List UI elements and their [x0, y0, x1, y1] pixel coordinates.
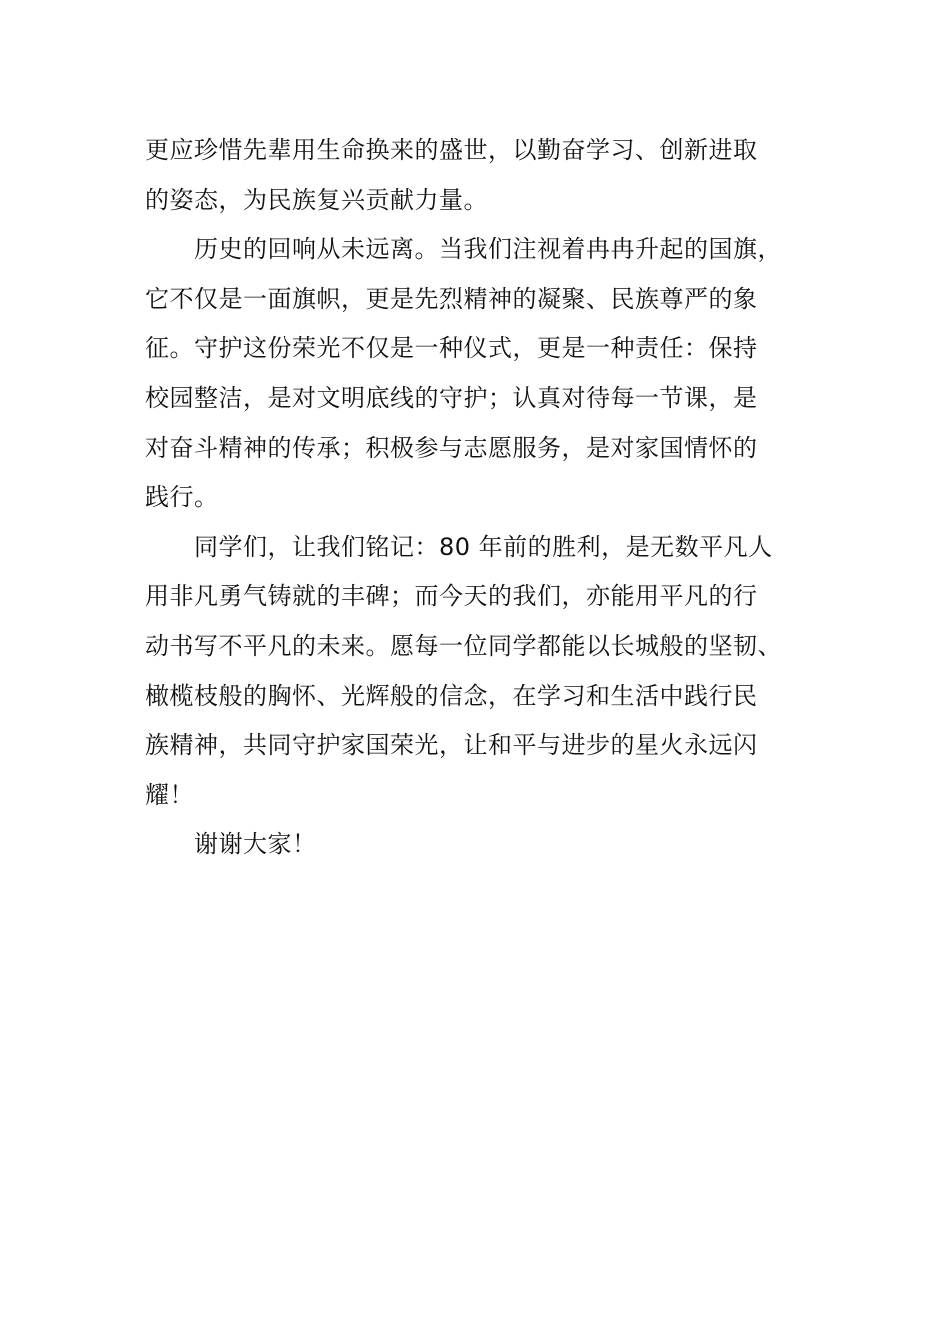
text-line: 践行。 — [145, 483, 219, 512]
text-line: 对奋斗精神的传承；积极参与志愿服务，是对家国情怀的 — [145, 433, 758, 462]
text-line: 动书写不平凡的未来。愿每一位同学都能以长城般的坚韧、 — [145, 631, 782, 660]
paragraph-start-line: 历史的回响从未远离。当我们注视着冉冉升起的国旗， — [194, 235, 782, 264]
text-line: 耀！ — [145, 780, 194, 809]
text-line: 族精神，共同守护家国荣光，让和平与进步的星火永远闪 — [145, 731, 758, 760]
paragraph-start-line: 同学们，让我们铭记：80 年前的胜利，是无数平凡人 — [194, 532, 773, 561]
text-line: 它不仅是一面旗帜，更是先烈精神的凝聚、民族尊严的象 — [145, 284, 758, 313]
text-line: 橄榄枝般的胸怀、光辉般的信念，在学习和生活中践行民 — [145, 681, 758, 710]
text-line: 征。守护这份荣光不仅是一种仪式，更是一种责任：保持 — [145, 334, 758, 363]
text-line: 更应珍惜先辈用生命换来的盛世，以勤奋学习、创新进取 — [145, 136, 758, 164]
text-line: 校园整洁，是对文明底线的守护；认真对待每一节课，是 — [145, 383, 758, 412]
text-line: 的姿态，为民族复兴贡献力量。 — [145, 185, 488, 214]
document-body — [145, 126, 810, 870]
text-line: 用非凡勇气铸就的丰碑；而今天的我们，亦能用平凡的行 — [145, 582, 758, 611]
closing-line: 谢谢大家！ — [194, 830, 317, 859]
